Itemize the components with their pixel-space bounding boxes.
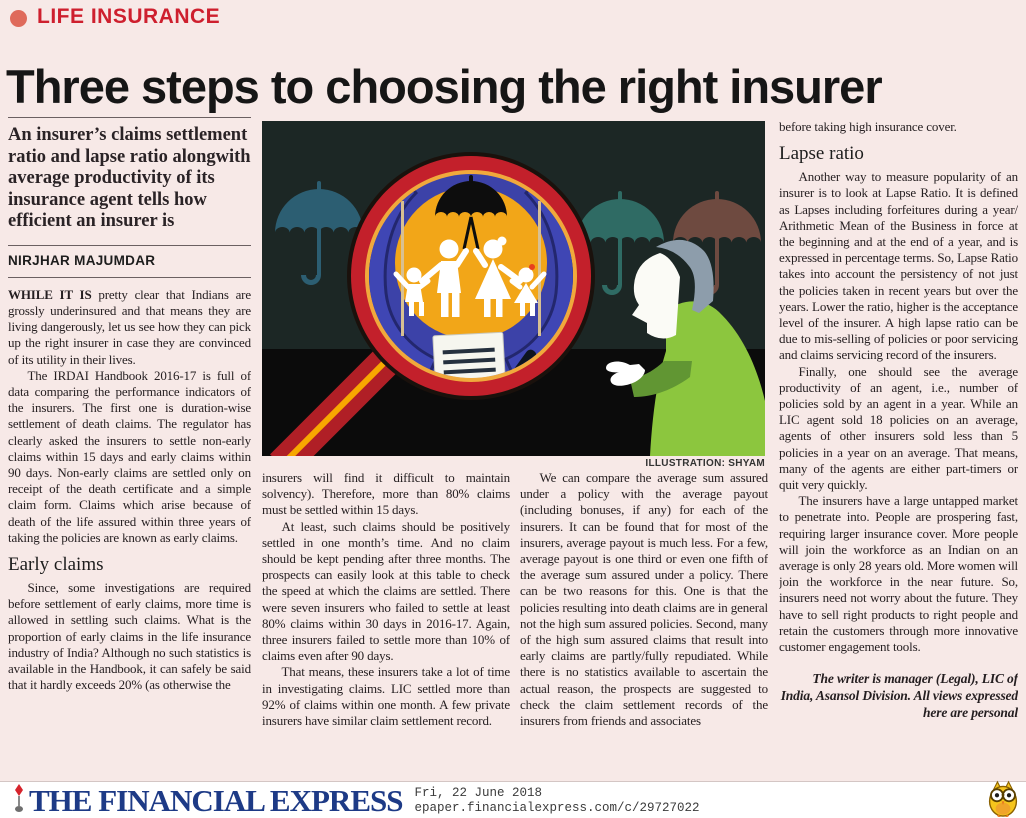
lead-in-caps: WHILE IT IS bbox=[8, 286, 92, 302]
lead-rest: pretty clear that Indians are grossly underinsured and that means they are living dangerously, let us see how they can pick up the right insurer in case they are convinced of its utility in their lives. bbox=[8, 286, 251, 367]
article-headline: Three steps to choosing the right insurer bbox=[6, 60, 882, 114]
kicker-dot-icon bbox=[10, 10, 27, 27]
masthead-lamp-icon bbox=[13, 783, 25, 818]
paragraph: Since, some investigations are required before settlement of early claims, more time is allowed in settling such claims. What is the proportion of early claims in the life insurance industry of India? Although no such statistics is available in the Handbook, it can safely be said that it hardly exceeds 20% (as otherwise the bbox=[8, 579, 251, 693]
paragraph: The IRDAI Handbook 2016-17 is full of data comparing the performance indicators of the insurers. The first one is duration-wise settlement of death claims. The regulator has clearly asked the insurers to settle non-early claims within 15 days and early claims within 90 days. Non-early claims are settled only on receipt of the death certificate and a simple claim form. Claims which arise because of death of the life assured within three years of taking the policies are known as early claims. bbox=[8, 367, 251, 545]
stick-right bbox=[538, 201, 541, 336]
paragraph: insurers will find it difficult to maintain solvency). Therefore, more than 80% claims must be settled within 15 days. bbox=[262, 470, 510, 518]
clip-url: epaper.financialexpress.com/c/29727022 bbox=[414, 800, 700, 815]
epaper-footer bbox=[0, 781, 1026, 818]
column-4 bbox=[779, 119, 1018, 778]
clip-date: Fri, 22 June 2018 bbox=[414, 785, 543, 800]
illustration-caption: ILLUSTRATION: SHYAM bbox=[645, 458, 765, 469]
article-illustration bbox=[262, 121, 765, 456]
paragraph-lead bbox=[8, 287, 251, 368]
subhead-lapse-ratio: Lapse ratio bbox=[779, 143, 864, 165]
rule-byline bbox=[8, 277, 251, 278]
column-2 bbox=[262, 470, 510, 778]
column-1 bbox=[8, 117, 251, 778]
paragraph: At least, such claims should be positively settled in one month’s time. And no claim should be kept pending after three months. The prospects can easily look at this table to check the speed at which the claims are settled. There were seven insurers who failed to settle at least 80% claims within 30 days in 2016-17. Again, three insurers failed to settle more than 10% of claims even after 90 days. bbox=[262, 518, 510, 664]
paragraph: Finally, one should see the average productivity of an agent, i.e., number of policies sold by an agent in a year. While an LIC agent sold 18 policies on an average, agents of other insurers sold less than 5 policies in a year on an average. That means, many of the agents are either part-timers or quit very quickly. bbox=[779, 363, 1018, 493]
illustration-canvas bbox=[262, 121, 765, 456]
section-kicker: LIFE INSURANCE bbox=[37, 5, 221, 28]
masthead-logo: THE FINANCIAL EXPRESS bbox=[29, 782, 403, 818]
paragraph: The insurers have a large untapped market to penetrate into. People are prospering fast, requiring larger insurance cover. More people will join the workforce as an Indian on an average is only 28 years old. More women will join the workforce in the near future. So, insurers need not worry about the future. They have to sell right products to right people and retain the customers through more innovative customer engagement tools. bbox=[779, 493, 1018, 655]
col1-body bbox=[8, 287, 251, 694]
byline: NIRJHAR MAJUMDAR bbox=[8, 252, 156, 268]
clip-meta bbox=[414, 786, 699, 816]
column-3 bbox=[520, 470, 768, 778]
paragraph: That means, these insurers take a lot of time in investigating claims. LIC settled more than 92% of claims within one month. A few private insurers have similar claim settlement record. bbox=[262, 664, 510, 729]
paragraph: Another way to measure popularity of an insurer is to look at Lapse Ratio. It is defined as Lapses including forfeitures during a year/ Arithmetic Mean of the Business in force at the beginning and at the end of a year, and is expressed in percentage terms. So, Lapse Ratio takes into account the persistency of not just the policies taken in recent years but over the years. Lower the ratio, higher is the acceptance level of the insurer. A high lapse ratio can be due to mis-selling of policies or poor servicing and claims servicing record of the insurers. bbox=[779, 169, 1018, 363]
paragraph: before taking high insurance cover. bbox=[779, 119, 957, 134]
paragraph: We can compare the average sum assured under a policy with the average payout (including bonuses, if any) for each of the insurers. It can be found that for most of the insurers, average payout is much less. For a few, average payout is one third or even one fifth of the average sum assured under a policy. There can be two reasons for this. One is that the policies resulting into death claims are in general not the high sum assured policies. Second, many of the high sum assured claims that result into early claims are partly/fully repudiated. While there is no statistics available to ascertain the actual reason, the prospects are suggested to check the claim settlement records of the insurers from friends and associates bbox=[520, 470, 768, 729]
stick-left bbox=[401, 201, 404, 336]
owl-mascot-icon bbox=[984, 780, 1022, 818]
author-credit: The writer is manager (Legal), LIC of India, Asansol Division. All views expressed here are personal bbox=[780, 671, 1018, 721]
subhead-early-claims: Early claims bbox=[8, 553, 104, 575]
standfirst: An insurer’s claims settlement ratio and lapse ratio alongwith average productivity of its insurance agent tells how efficient an insurer is bbox=[8, 125, 251, 231]
